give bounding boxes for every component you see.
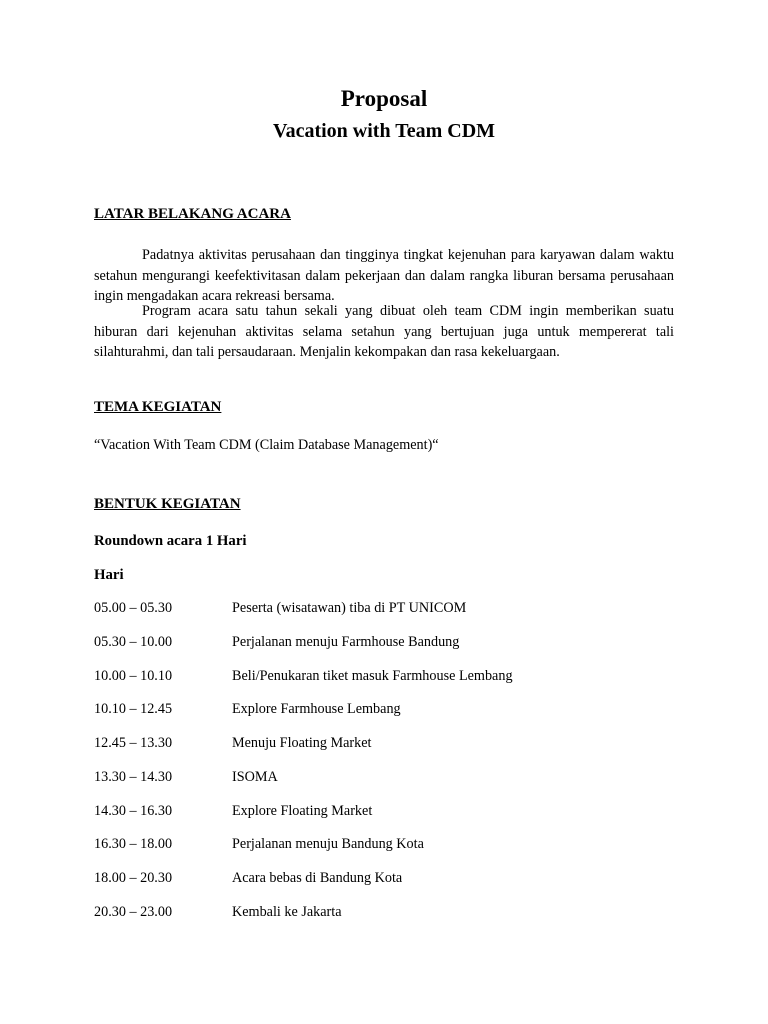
tema-text: “Vacation With Team CDM (Claim Database Management)“ — [94, 437, 439, 453]
schedule-row — [94, 600, 674, 620]
schedule-time: 10.10 – 12.45 — [94, 701, 173, 717]
schedule-time: 18.00 – 20.30 — [94, 870, 173, 886]
schedule-activity: Menuju Floating Market — [232, 735, 372, 751]
schedule-time: 13.30 – 14.30 — [94, 769, 173, 785]
document-subtitle: Vacation with Team CDM — [272, 120, 496, 142]
schedule-time: 12.45 – 13.30 — [94, 735, 173, 751]
schedule-activity: Kembali ke Jakarta — [232, 904, 342, 920]
schedule-row — [94, 803, 674, 823]
schedule-time: 10.00 – 10.10 — [94, 668, 173, 684]
schedule-row — [94, 870, 674, 890]
rundown-title: Roundown acara 1 Hari — [94, 533, 247, 549]
schedule-row — [94, 634, 674, 654]
schedule-row — [94, 836, 674, 856]
schedule-activity: ISOMA — [232, 769, 278, 785]
schedule-time: 20.30 – 23.00 — [94, 904, 173, 920]
schedule-activity: Acara bebas di Bandung Kota — [232, 870, 403, 886]
schedule-time: 14.30 – 16.30 — [94, 803, 173, 819]
document-page — [94, 0, 674, 1024]
schedule-time: 05.30 – 10.00 — [94, 634, 173, 650]
heading-tema-kegiatan: TEMA KEGIATAN — [94, 399, 222, 415]
schedule-row — [94, 904, 674, 924]
schedule-activity: Peserta (wisatawan) tiba di PT UNICOM — [232, 600, 467, 616]
paragraph-latar-1: Padatnya aktivitas perusahaan dan tingginya tingkat kejenuhan para karyawan dalam waktu setahun mengurangi keefektivitasan dalam pekerjaan dan dalam rangka liburan bersama perusahaan ingin mengadakan acara rekreasi bersama. — [94, 247, 674, 304]
day-label: Hari — [94, 567, 124, 583]
schedule-row — [94, 701, 674, 721]
schedule-activity: Beli/Penukaran tiket masuk Farmhouse Lembang — [232, 668, 513, 684]
heading-bentuk-kegiatan: BENTUK KEGIATAN — [94, 496, 241, 512]
schedule-activity: Perjalanan menuju Farmhouse Bandung — [232, 634, 460, 650]
schedule-activity: Explore Floating Market — [232, 803, 373, 819]
schedule-row — [94, 735, 674, 755]
paragraph-latar-2: Program acara satu tahun sekali yang dibuat oleh team CDM ingin memberikan suatu hiburan dari kejenuhan aktivitas selama setahun yang bertujuan juga untuk mempererat tali silahturahmi, dan tali persaudaraan. Menjalin kekompakan dan rasa kekeluargaan. — [94, 303, 674, 360]
schedule-time: 16.30 – 18.00 — [94, 836, 173, 852]
document-title: Proposal — [340, 86, 428, 111]
schedule-row — [94, 769, 674, 789]
schedule-time: 05.00 – 05.30 — [94, 600, 173, 616]
schedule-activity: Perjalanan menuju Bandung Kota — [232, 836, 424, 852]
heading-latar-belakang: LATAR BELAKANG ACARA — [94, 206, 291, 222]
schedule-row — [94, 668, 674, 688]
schedule-activity: Explore Farmhouse Lembang — [232, 701, 401, 717]
